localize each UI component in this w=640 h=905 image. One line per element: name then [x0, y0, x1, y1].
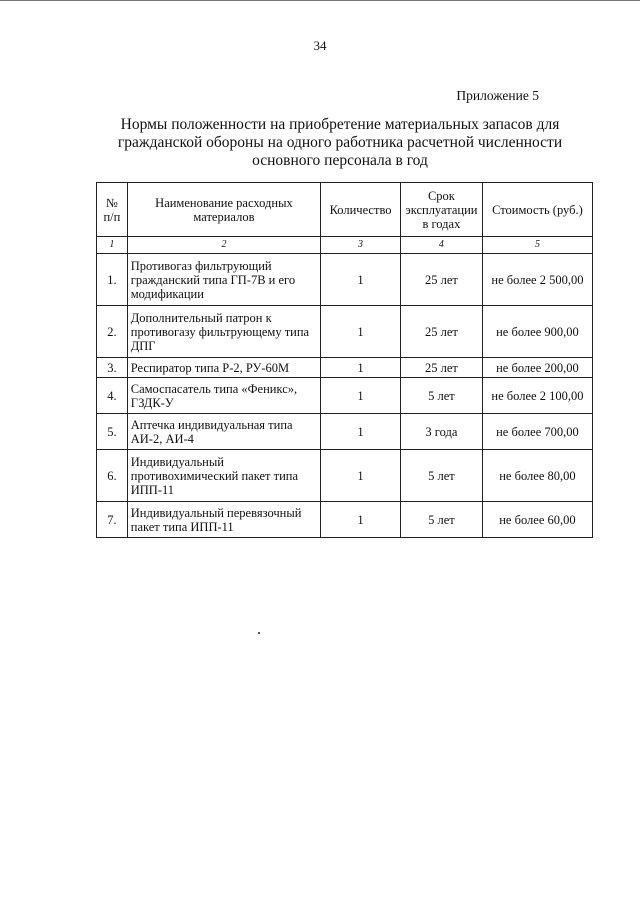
row-term: 3 года [400, 414, 482, 450]
row-term: 5 лет [400, 378, 482, 414]
row-quantity: 1 [321, 502, 401, 538]
document-title: Нормы положенности на приобретение материальных запасов для гражданской обороны на одного работника расчетной численности основного персонала в год [117, 116, 563, 169]
row-name: Аптечка индивидуальная типа АИ-2, АИ-4 [127, 414, 320, 450]
row-number: 4. [97, 378, 128, 414]
column-index: 2 [127, 237, 320, 254]
table-row [97, 306, 593, 358]
scan-speck [258, 632, 260, 634]
table-row [97, 378, 593, 414]
row-quantity: 1 [321, 358, 401, 378]
table-row [97, 358, 593, 378]
row-number: 5. [97, 414, 128, 450]
row-name: Дополнительный патрон к противогазу фильтрующему типа ДПГ [127, 306, 320, 358]
row-cost: не более 200,00 [482, 358, 592, 378]
row-name: Противогаз фильтрующий гражданский типа ГП-7В и его модификации [127, 254, 320, 306]
row-number: 3. [97, 358, 128, 378]
table-body [97, 237, 593, 538]
row-quantity: 1 [321, 254, 401, 306]
row-quantity: 1 [321, 414, 401, 450]
header-name: Наименование расходных материалов [127, 183, 320, 237]
row-number: 6. [97, 450, 128, 502]
table-row [97, 414, 593, 450]
row-cost: не более 700,00 [482, 414, 592, 450]
page-number: 34 [313, 38, 327, 53]
column-index: 1 [97, 237, 128, 254]
column-index: 4 [400, 237, 482, 254]
scan-top-edge [0, 0, 640, 1]
row-cost: не более 2 100,00 [482, 378, 592, 414]
row-number: 2. [97, 306, 128, 358]
row-quantity: 1 [321, 306, 401, 358]
header-cost: Стоимость (руб.) [482, 183, 592, 237]
row-quantity: 1 [321, 450, 401, 502]
row-name: Самоспасатель типа «Феникс», ГЗДК-У [127, 378, 320, 414]
column-index: 5 [482, 237, 592, 254]
row-cost: не более 80,00 [482, 450, 592, 502]
row-number: 7. [97, 502, 128, 538]
column-index-row [97, 237, 593, 254]
table-row [97, 502, 593, 538]
row-term: 25 лет [400, 306, 482, 358]
row-name: Индивидуальный противохимический пакет типа ИПП-11 [127, 450, 320, 502]
header-num: № п/п [97, 183, 128, 237]
row-cost: не более 900,00 [482, 306, 592, 358]
norms-table [96, 182, 593, 538]
row-name: Респиратор типа Р-2, РУ-60М [127, 358, 320, 378]
row-term: 25 лет [400, 358, 482, 378]
row-term: 5 лет [400, 450, 482, 502]
row-quantity: 1 [321, 378, 401, 414]
header-term: Срок эксплуатации в годах [400, 183, 482, 237]
header-qty: Количество [321, 183, 401, 237]
row-number: 1. [97, 254, 128, 306]
column-index: 3 [321, 237, 401, 254]
row-term: 25 лет [400, 254, 482, 306]
table-header-row [97, 183, 593, 237]
row-cost: не более 60,00 [482, 502, 592, 538]
row-term: 5 лет [400, 502, 482, 538]
row-cost: не более 2 500,00 [482, 254, 592, 306]
table-row [97, 450, 593, 502]
table-row [97, 254, 593, 306]
appendix-label: Приложение 5 [456, 88, 539, 103]
row-name: Индивидуальный перевязочный пакет типа ИПП-11 [127, 502, 320, 538]
